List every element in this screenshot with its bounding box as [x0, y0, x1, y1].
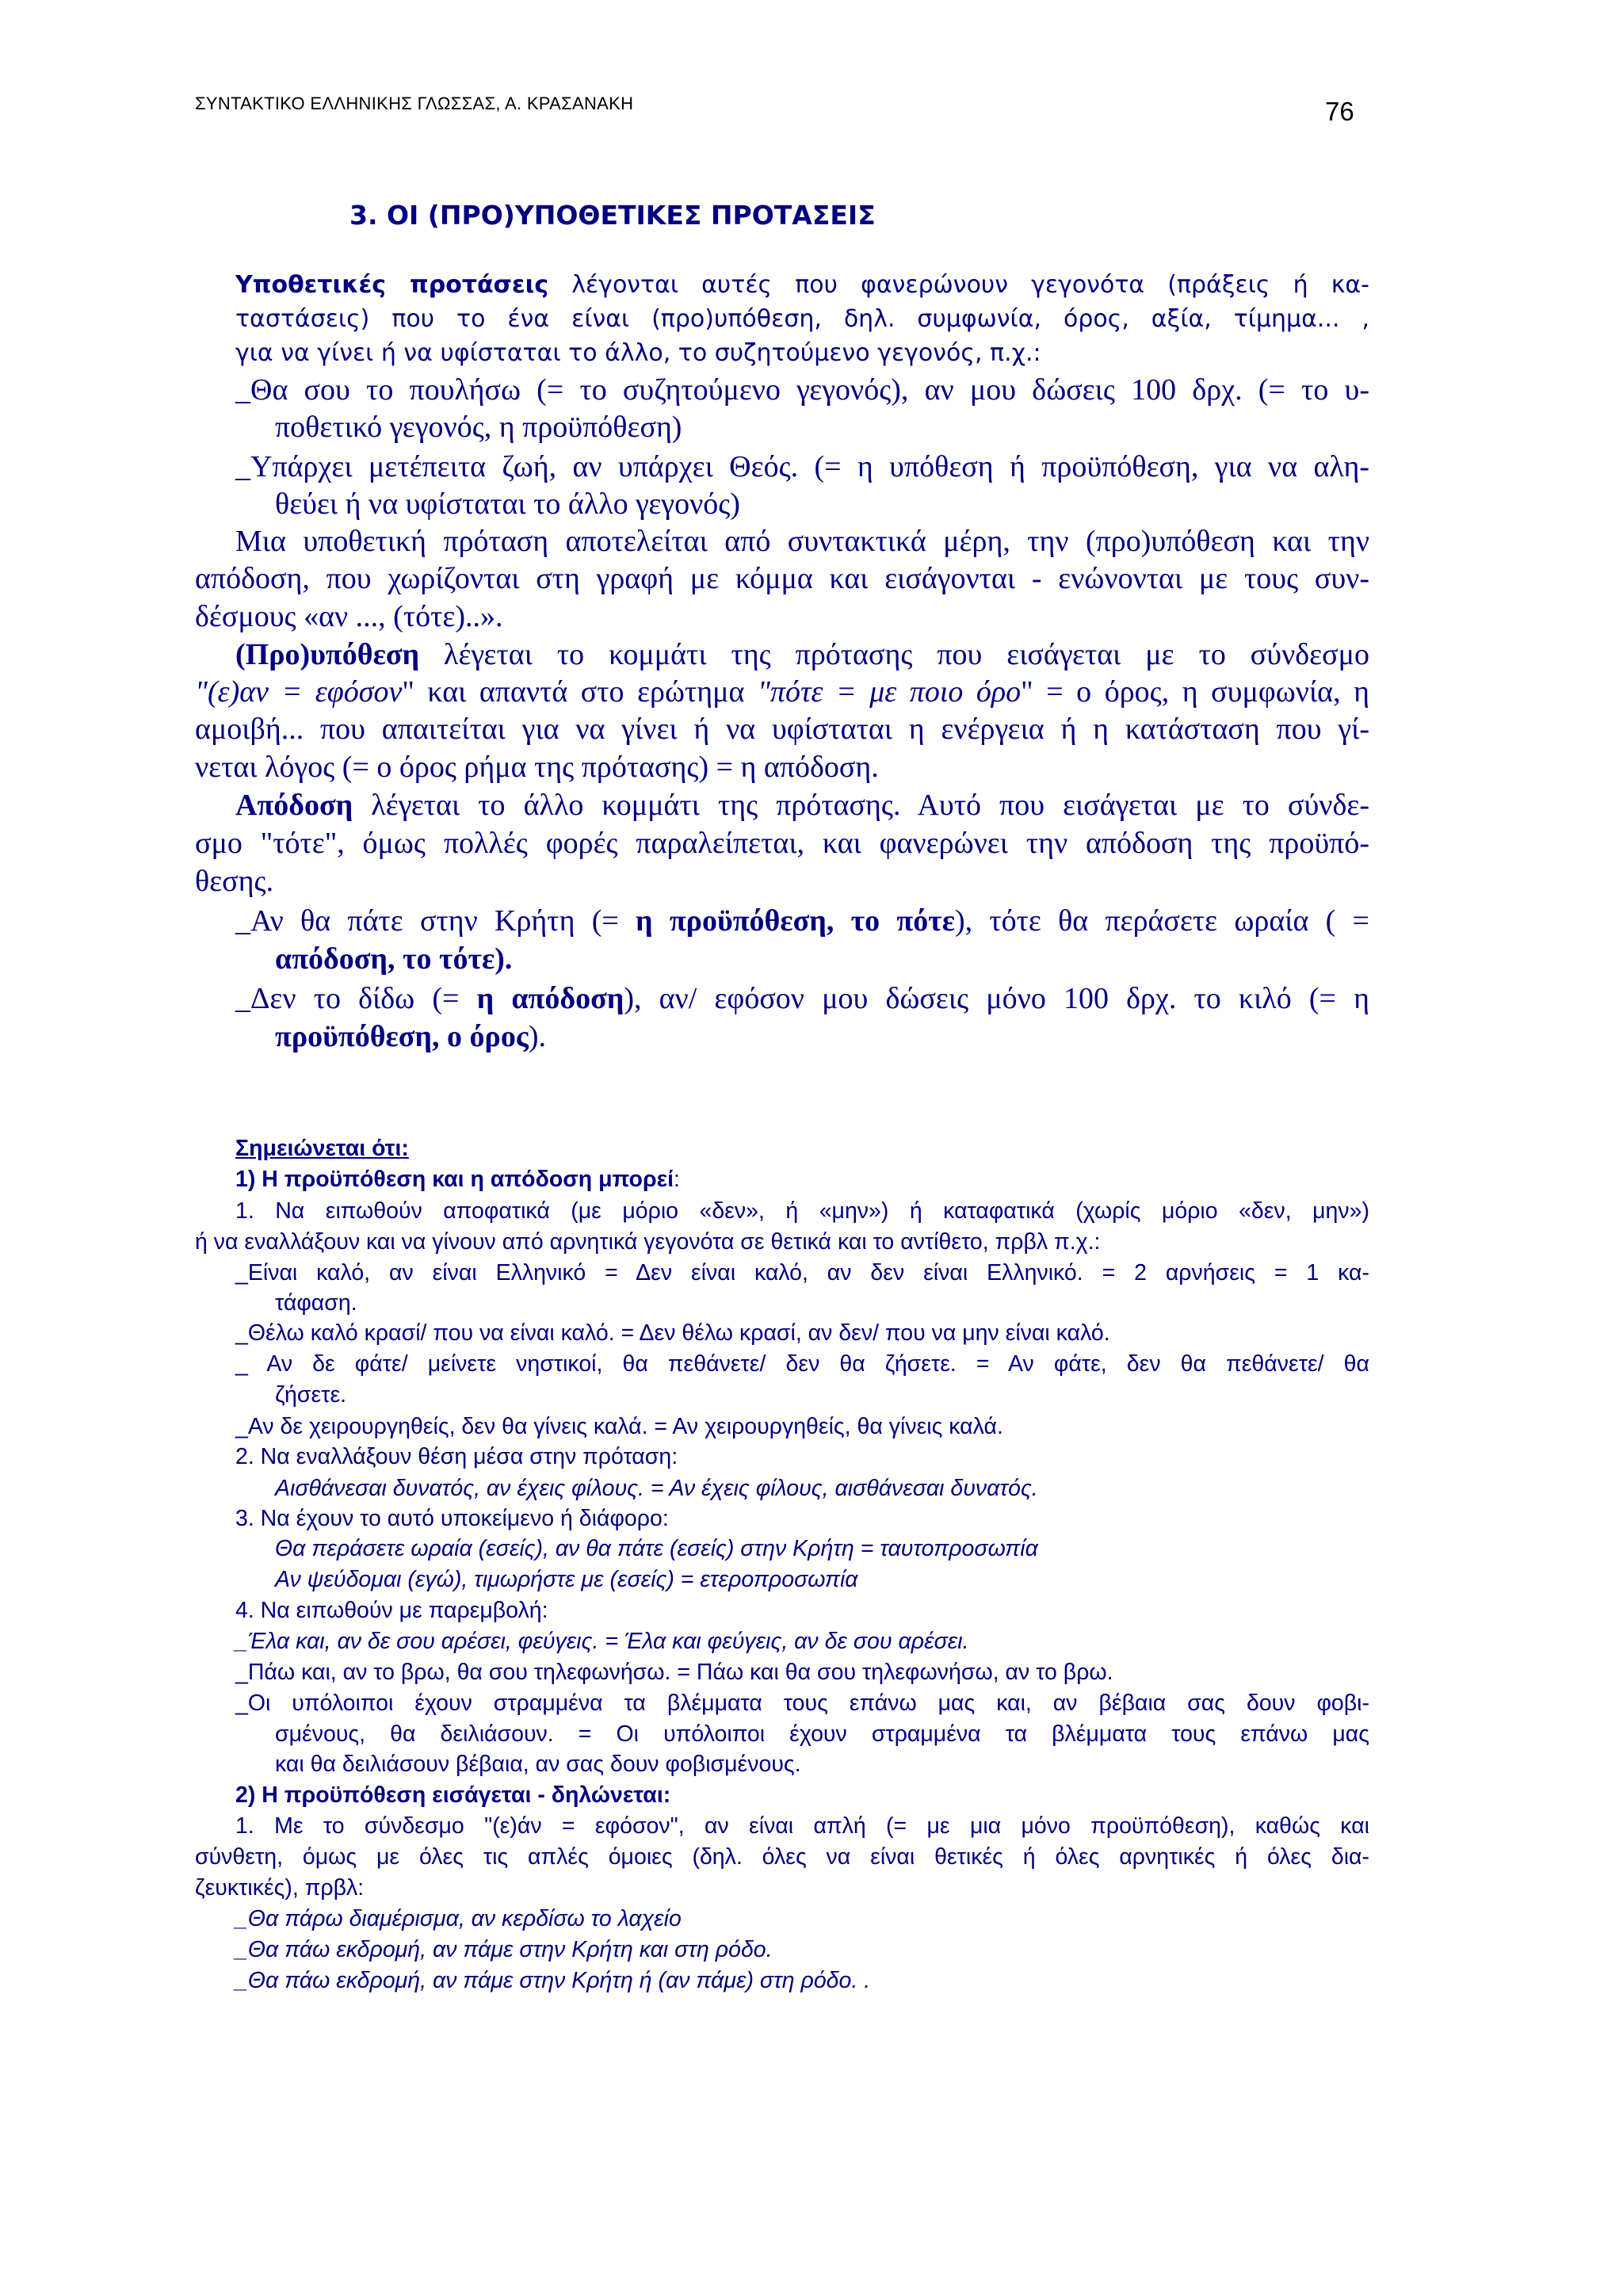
- paragraph-3-line-1: [235, 788, 1369, 823]
- note-4-example-3-line-1: _Οι υπόλοιποι έχουν στραμμένα τα βλέμματα τους επάνω μας και, αν βέβαια σας δουν φοβι-: [235, 1690, 1369, 1716]
- example-1-line-2: ποθετικό γεγονός, η προϋπόθεση): [275, 411, 682, 444]
- paragraph-2-text-1: λέγεται το κομμάτι της πρότασης που εισάγεται με το σύνδεσμο: [419, 638, 1369, 671]
- intro-line-1: [235, 271, 1369, 299]
- section-title: 3. ΟΙ (ΠΡΟ)ΥΠΟΘΕΤΙΚΕΣ ΠΡΟΤΑΣΕΙΣ: [349, 200, 876, 231]
- paragraph-2-line-3: αμοιβή... που απαιτείται για να γίνει ή να υφίσταται η ενέργεια ή η κατάσταση που γί-: [195, 712, 1369, 746]
- note-4-heading: 4. Να ειπωθούν με παρεμβολή:: [235, 1598, 548, 1623]
- intro-line-2: ταστάσεις) που το ένα είναι (προ)υπόθεση, δηλ. συμφωνία, όρος, αξία, τίμημα... ,: [235, 305, 1369, 333]
- example-4-bold-b: η απόδοση: [476, 982, 624, 1015]
- example-4-bold-d: προϋπόθεση, ο όρος: [275, 1020, 529, 1053]
- note-1-example-3-line-1: _ Αν δε φάτε/ μείνετε νηστικοί, θα πεθάνετε/ δεν θα ζήσετε. = Αν φάτε, δεν θα πεθάνετε/ θα: [235, 1351, 1369, 1377]
- example-4-line-2: [275, 1019, 546, 1054]
- note-1-example-2: _Θέλω καλό κρασί/ που να είναι καλό. = Δεν θέλω κρασί, αν δεν/ που να μην είναι καλό.: [235, 1320, 1110, 1346]
- example-1-line-1: _Θα σου το πουλήσω (= το συζητούμενο γεγονός), αν μου δώσεις 100 δρχ. (= το υ-: [235, 373, 1369, 407]
- apodosi-term: Απόδοση: [235, 789, 353, 822]
- pote-me-poio-oro-italic: "πότε = με ποιο όρο: [757, 675, 1022, 709]
- running-header: ΣΥΝΤΑΚΤΙΚΟ ΕΛΛΗΝΙΚΗΣ ΓΛΩΣΣΑΣ, Α. ΚΡΑΣΑΝΑΚΗ: [195, 94, 634, 113]
- note-3-heading: 3. Να έχουν το αυτό υποκείμενο ή διάφορο:: [235, 1506, 669, 1531]
- sub-2-line-3: ζευκτικές), πρβλ:: [195, 1875, 365, 1901]
- example-2-line-1: _Υπάρχει μετέπειτα ζωή, αν υπάρχει Θεός. (= η υπόθεση ή προϋπόθεση, για να αλη-: [235, 450, 1369, 483]
- note-2-heading: 2. Να εναλλάξουν θέση μέσα στην πρόταση:: [235, 1444, 678, 1469]
- notes-sub-1-colon: :: [674, 1167, 680, 1192]
- example-4-text-c: ), αν/ εφόσον μου δώσεις μόνο 100 δρχ. το κιλό (= η: [624, 982, 1369, 1015]
- example-3-line-1: [235, 904, 1369, 938]
- note-3-example-2: Αν ψεύδομαι (εγώ), τιμωρήστε με (εσείς) = ετεροπροσωπία: [275, 1567, 858, 1592]
- note-1-line-1: 1. Να ειπωθούν αποφατικά (με μόριο «δεν», ή «μην») ή καταφατικά (χωρίς μόριο «δεν, μην»): [235, 1198, 1369, 1224]
- paragraph-2-text-2d: " = ο όρος, η συμφωνία, η: [1021, 675, 1369, 709]
- paragraph-2-line-4: νεται λόγος (= ο όρος ρήμα της πρότασης) = η απόδοση.: [195, 751, 879, 784]
- paragraph-3-line-2: σμο "τότε", όμως πολλές φορές παραλείπεται, και φανερώνει την απόδοση της προϋπό-: [195, 827, 1369, 860]
- paragraph-2-text-2b: " και απαντά στο ερώτημα: [402, 675, 758, 709]
- sub-2-line-2: σύνθετη, όμως με όλες τις απλές όμοιες (δηλ. όλες να είναι θετικές ή όλες αρνητικές ή όλες δια-: [195, 1844, 1369, 1870]
- sub-2-example-2: _Θα πάω εκδρομή, αν πάμε στην Κρήτη και στη ρόδο.: [235, 1937, 773, 1962]
- example-4-text-a: _Δεν το δίδω (=: [235, 982, 477, 1015]
- note-1-example-3-line-2: ζήσετε.: [275, 1382, 347, 1408]
- paragraph-3-line-3: θεσης.: [195, 865, 274, 898]
- note-4-example-3-line-3: και θα δειλιάσουν βέβαια, αν σας δουν φοβισμένους.: [275, 1752, 801, 1777]
- intro-term: Υποθετικές προτάσεις: [235, 271, 549, 299]
- note-1-example-1-line-1: _Είναι καλό, αν είναι Ελληνικό = Δεν είναι καλό, αν δεν είναι Ελληνικό. = 2 αρνήσεις = 1 κα-: [235, 1260, 1369, 1286]
- proypothesi-term: (Προ)υπόθεση: [235, 638, 420, 671]
- paragraph-2-line-2: [195, 674, 1369, 709]
- notes-sub-1: [235, 1167, 680, 1193]
- paragraph-1-line-3: δέσμους «αν ..., (τότε)..».: [195, 600, 503, 633]
- note-4-example-1: _Έλα και, αν δε σου αρέσει, φεύγεις. = Έλα και φεύγεις, αν δε σου αρέσει.: [235, 1629, 969, 1654]
- paragraph-1-line-1: Μια υποθετική πρόταση αποτελείται από συντακτικά μέρη, την (προ)υπόθεση και την: [235, 525, 1369, 558]
- note-3-example-1: Θα περάσετε ωραία (εσείς), αν θα πάτε (εσείς) στην Κρήτη = ταυτοπροσωπία: [275, 1536, 1038, 1561]
- ean-efoson-italic: "(ε)αν = εφόσον: [195, 675, 403, 709]
- example-2-line-2: θεύει ή να υφίσταται το άλλο γεγονός): [275, 487, 740, 521]
- example-3-bold-b: η προϋπόθεση, το πότε: [636, 904, 955, 938]
- example-3-text-c: ), τότε θα περάσετε ωραία ( =: [954, 904, 1369, 938]
- notes-sub-1-bold: 1) Η προϋπόθεση και η απόδοση μπορεί: [235, 1167, 674, 1192]
- notes-heading: Σημειώνεται ότι:: [235, 1136, 409, 1161]
- note-1-example-4: _Αν δε χειρουργηθείς, δεν θα γίνεις καλά. = Αν χειρουργηθείς, θα γίνεις καλά.: [235, 1414, 1003, 1439]
- notes-sub-2: 2) Η προϋπόθεση εισάγεται - δηλώνεται:: [235, 1782, 671, 1808]
- paragraph-3-text-1: λέγεται το άλλο κομμάτι της πρότασης. Αυτό που εισάγεται με το σύνδε-: [353, 789, 1369, 822]
- example-3-line-2: απόδοση, το τότε).: [275, 942, 513, 976]
- note-1-line-2: ή να εναλλάξουν και να γίνουν από αρνητικά γεγονότα σε θετικά και το αντίθετο, πρβλ π.χ.:: [195, 1229, 1101, 1255]
- sub-2-example-3: _Θα πάω εκδρομή, αν πάμε στην Κρήτη ή (αν πάμε) στη ρόδο. .: [235, 1968, 871, 1993]
- sub-2-example-1: _Θα πάρω διαμέρισμα, αν κερδίσω το λαχείο: [235, 1906, 682, 1931]
- sub-2-line-1: 1. Με το σύνδεσμο "(ε)άν = εφόσον", αν είναι απλή (= με μια μόνο προϋπόθεση), καθώς και: [235, 1813, 1369, 1839]
- page-number: 76: [1325, 97, 1354, 126]
- example-4-line-1: [235, 981, 1369, 1016]
- paragraph-2-line-1: [235, 637, 1369, 672]
- example-3-text-a: _Αν θα πάτε στην Κρήτη (=: [235, 904, 636, 938]
- intro-text-1: λέγονται αυτές που φανερώνουν γεγονότα (πράξεις ή κα-: [548, 271, 1370, 299]
- example-4-text-e: ).: [528, 1020, 547, 1053]
- note-4-example-2: _Πάω και, αν το βρω, θα σου τηλεφωνήσω. = Πάω και θα σου τηλεφωνήσω, αν το βρω.: [235, 1660, 1113, 1685]
- note-1-example-1-line-2: τάφαση.: [275, 1290, 357, 1316]
- paragraph-1-line-2: απόδοση, που χωρίζονται στη γραφή με κόμμα και εισάγονται - ενώνονται με τους συν-: [195, 562, 1369, 595]
- intro-line-3: για να γίνει ή να υφίσταται το άλλο, το συζητούμενο γεγονός, π.χ.:: [235, 339, 1041, 367]
- note-4-example-3-line-2: σμένους, θα δειλιάσουν. = Οι υπόλοιποι έχουν στραμμένα τα βλέμματα τους επάνω μας: [275, 1721, 1369, 1747]
- note-2-example-1: Αισθάνεσαι δυνατός, αν έχεις φίλους. = Αν έχεις φίλους, αισθάνεσαι δυνατός.: [275, 1476, 1038, 1501]
